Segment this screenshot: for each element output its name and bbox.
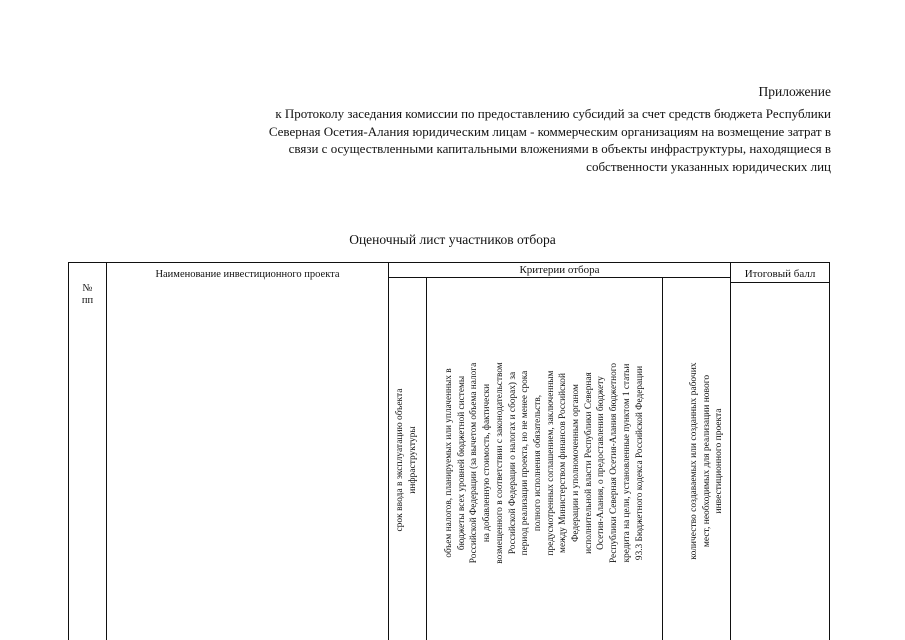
table-border-col3 xyxy=(426,278,427,640)
number-abbr: пп xyxy=(81,295,94,306)
criterion-line: Осетия-Алания, о предоставлении бюджету xyxy=(596,376,607,550)
criterion-line: объем налогов, планируемых или уплаченных в xyxy=(444,368,454,558)
criterion-line: Федерации и уполномоченным органом xyxy=(571,384,582,542)
table-border-left xyxy=(68,262,69,640)
criterion-tax-volume xyxy=(443,330,647,596)
criterion-line: бюджеты всех уровней бюджетной системы xyxy=(456,375,467,551)
protocol-line: связи с осуществленными капитальными вложениями в объекты инфраструктуры, находящиеся в xyxy=(288,141,831,156)
criterion-line: исполнительной власти Республики Северная xyxy=(583,372,594,554)
criterion-line: на добавленную стоимость, фактически xyxy=(482,383,493,543)
criterion-line: количество создаваемых или созданных рабочих xyxy=(689,362,699,560)
sheet-title: Оценочный лист участников отбора xyxy=(349,232,556,247)
criterion-line: возмещенного в соответствии с законодательством xyxy=(494,362,505,564)
table-border-col4 xyxy=(662,278,663,640)
criterion-line: между Министерством финансов Российской xyxy=(558,373,569,553)
criterion-line: инвестиционного проекта xyxy=(714,408,725,514)
number-column-header xyxy=(69,283,106,307)
criteria-header: Критерии отбора xyxy=(519,264,600,276)
table-border-criteria-bottom xyxy=(388,277,730,278)
appendix-title: Приложение xyxy=(758,84,831,99)
criterion-line: Российской Федерации о налогах и сборах) за xyxy=(507,371,518,555)
protocol-reference xyxy=(191,105,831,175)
criterion-line: предусмотренных соглашением, заключенным xyxy=(545,370,556,556)
project-name-header: Наименование инвестиционного проекта xyxy=(155,269,340,280)
table-border-top xyxy=(68,262,830,263)
criterion-line: Республики Северная Осетия-Алания бюджетного xyxy=(609,363,620,564)
final-score-header: Итоговый балл xyxy=(744,268,816,280)
criterion-line: период реализации проекта, но не менее срока xyxy=(520,370,531,556)
table-border-right xyxy=(829,262,830,640)
criterion-commissioning-term xyxy=(394,327,420,593)
criterion-jobs-count xyxy=(688,328,728,594)
criterion-line: кредита на цели, установленные пунктом 1 статьи xyxy=(621,363,632,563)
criterion-line: 93.3 Бюджетного кодекса Российской Федерации xyxy=(634,365,645,561)
table-border-col1 xyxy=(106,262,107,640)
criterion-line: Российской Федерации (за вычетом объема налога xyxy=(469,362,480,564)
number-sign: № xyxy=(82,283,93,294)
table-border-score-bottom xyxy=(730,282,830,283)
table-border-col5 xyxy=(730,262,731,640)
protocol-line: собственности указанных юридических лиц xyxy=(586,158,831,174)
criterion-line: срок ввода в эксплуатацию объекта xyxy=(395,388,405,532)
criterion-line: мест, необходимых для реализации нового xyxy=(701,374,712,548)
protocol-line: к Протоколу заседания комиссии по предоставлению субсидий за счет средств бюджета Республики xyxy=(275,106,831,121)
table-border-col2 xyxy=(388,262,389,640)
criterion-line: полного исполнения обязательств, xyxy=(532,394,543,532)
criterion-line: инфраструктуры xyxy=(407,426,418,494)
protocol-line: Северная Осетия-Алания юридическим лицам - коммерческим организациям на возмещение затрат в xyxy=(268,123,831,139)
